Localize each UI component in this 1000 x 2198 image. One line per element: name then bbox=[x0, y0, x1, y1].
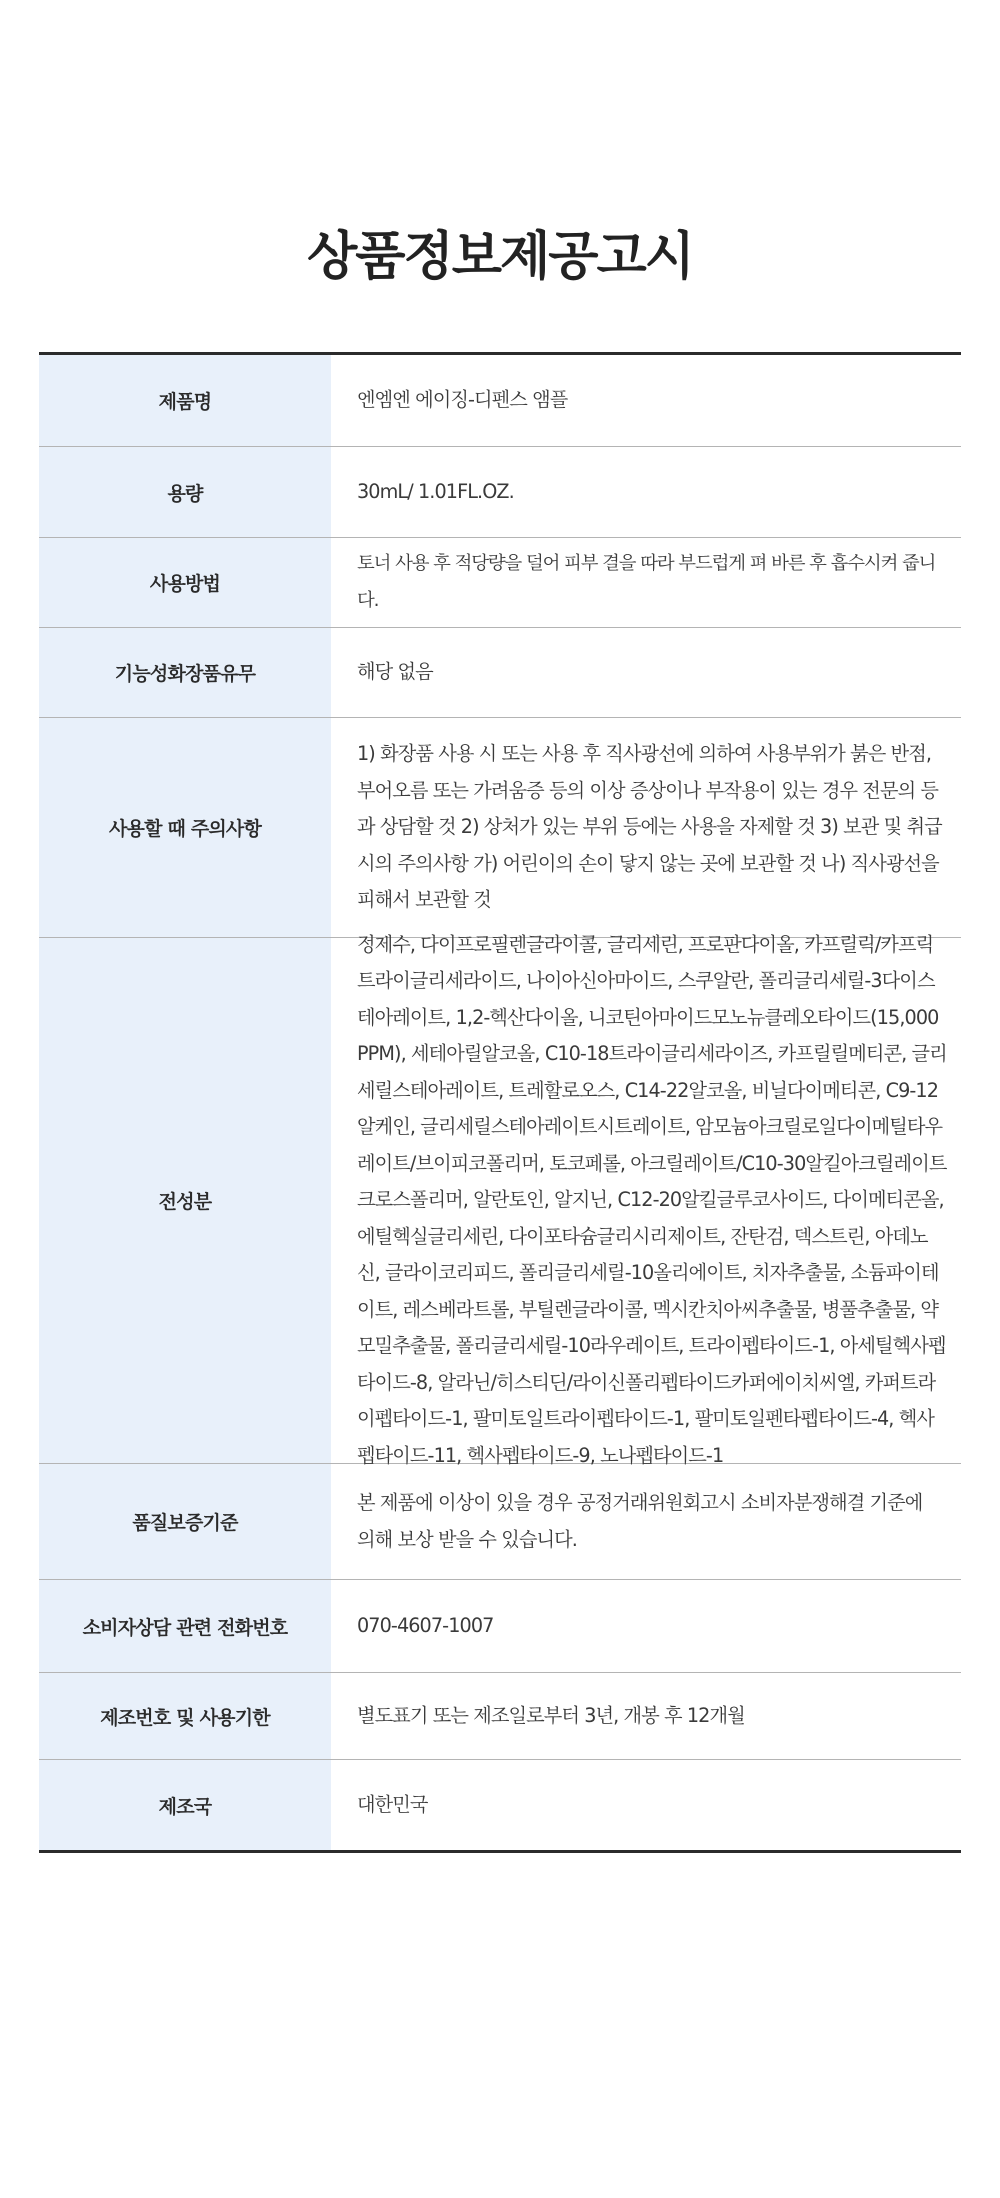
table-row-ingredients bbox=[39, 932, 961, 1467]
row-value: 1) 화장품 사용 시 또는 사용 후 직사광선에 의하여 사용부위가 붉은 반점, 부어오름 또는 가려움증 등의 이상 증상이나 부작용이 있는 경우 전문의 등과 상담할 것 2) 상처가 있는 부위 등에는 사용을 자제할 것 3) 보관 및 취급 시의 주의사항 가) 어린이의 손이 닿지 않는 곳에 보관할 것 나) 직사광선을 피해서 보관할 것 bbox=[357, 742, 942, 912]
row-label: 제품명 bbox=[39, 355, 331, 446]
table-row-country bbox=[39, 1760, 961, 1850]
row-label: 제조번호 및 사용기한 bbox=[39, 1673, 331, 1759]
row-label: 기능성화장품유무 bbox=[39, 628, 331, 717]
table-row-product-name bbox=[39, 355, 961, 447]
row-label: 품질보증기준 bbox=[39, 1464, 331, 1579]
table-row-manufacturing-expiry bbox=[39, 1673, 961, 1760]
table-row-consumer-phone bbox=[39, 1580, 961, 1673]
table-row-precautions bbox=[39, 718, 961, 938]
page-title: 상품정보제공고시 bbox=[307, 227, 693, 287]
row-value: 해당 없음 bbox=[357, 660, 433, 684]
row-value: 정제수, 다이프로필렌글라이콜, 글리세린, 프로판다이올, 카프릴릭/카프릭트라이글리세라이드, 나이아신아마이드, 스쿠알란, 폴리글리세릴-3다이스테아레이트, 1,2-헥산다이올, 니코틴아마이드모노뉴클레오타이드(15,000PPM), 세테아릴알코올, C10-18트라이글리세라이즈, 카프릴릴메티콘, 글리세릴스테아레이트, 트레할로오스, C14-22알코올, 비닐다이메티콘, C9-12알케인, 글리세릴스테아레이트시트레이트, 암모늄아크릴로일다이메틸타우레이트/브이피코폴리머, 토코페롤, 아크릴레이트/C10-30알킬아크릴레이트크로스폴리머, 알란토인, 알지닌, C12-20알킬글루코사이드, 다이메티콘올, 에틸헥실글리세린, 다이포타슘글리시리제이트, 잔탄검, 덱스트린, 아데노신, 글라이코리피드, 폴리글리세릴-10올리에이트, 치자추출물, 소듐파이테이트, 레스베라트롤, 부틸렌글라이콜, 멕시칸치아씨추출물, 병풀추출물, 약모밀추출물, 폴리글리세릴-10라우레이트, 트라이펩타이드-1, 아세틸헥사펩타이드-8, 알라닌/히스티딘/라이신폴리펩타이드카퍼에이치씨엘, 카퍼트라이펩타이드-1, 팔미토일트라이펩타이드-1, 팔미토일펜타펩타이드-4, 헥사펩타이드-11, 헥사펩타이드-9, 노나펩타이드-1 bbox=[357, 932, 947, 1467]
row-value: 대한민국 bbox=[357, 1792, 428, 1816]
row-value: 본 제품에 이상이 있을 경우 공정거래위원회고시 소비자분쟁해결 기준에 의해 보상 받을 수 있습니다. bbox=[357, 1491, 923, 1551]
table-row-functional-cosmetic bbox=[39, 628, 961, 718]
row-label: 소비자상담 관련 전화번호 bbox=[39, 1580, 331, 1672]
row-label: 용량 bbox=[39, 447, 331, 537]
table-row-usage bbox=[39, 538, 961, 628]
table-row-volume bbox=[39, 447, 961, 538]
row-label: 사용할 때 주의사항 bbox=[39, 718, 331, 937]
table-row-quality-guarantee bbox=[39, 1464, 961, 1580]
row-value: 엔엠엔 에이징-디펜스 앰플 bbox=[357, 388, 568, 412]
row-label: 전성분 bbox=[39, 938, 331, 1463]
row-value: 30mL/ 1.01FL.OZ. bbox=[357, 479, 514, 503]
row-value: 070-4607-1007 bbox=[357, 1613, 494, 1637]
row-value: 토너 사용 후 적당량을 덜어 피부 결을 따라 부드럽게 펴 바른 후 흡수시켜 줍니다. bbox=[357, 553, 936, 611]
row-label: 사용방법 bbox=[39, 538, 331, 627]
row-label: 제조국 bbox=[39, 1760, 331, 1850]
row-value: 별도표기 또는 제조일로부터 3년, 개봉 후 12개월 bbox=[357, 1703, 745, 1727]
product-info-table bbox=[39, 352, 961, 1853]
